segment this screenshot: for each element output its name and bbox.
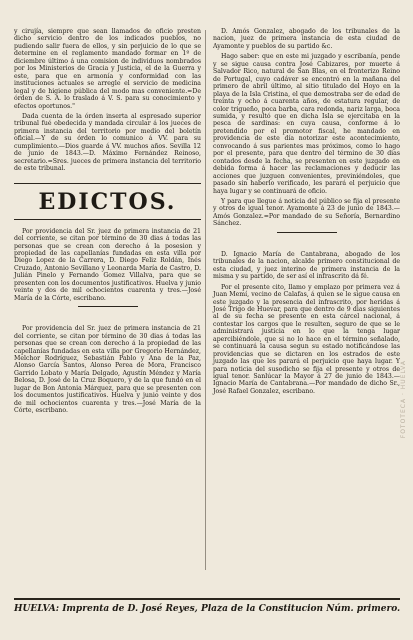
intro-paragraph-2: Dada cuenta de la órden inserta al espresado superior tribunal fué obedecida y mandada circular á los jueces de primera instancia del territorio por medio del boletín oficial.—Y de su órden lo comunico á VV. para su cumplimiento.—Dios guarde á VV. muchos años. Sevilla 12 de junio de 1843.—D. Máximo Fernández Reinoso, secretario.=Sres. jueces de primera instancia del territorio de este tribunal. [14,112,201,173]
footer-rule [14,598,400,600]
imprint-footer: HUELVA: Imprenta de D. José Reyes, Plaza de la Constitucion Núm. primero. [14,604,401,614]
separator-rule [277,232,337,233]
separator-rule [78,306,138,307]
edicto-1: Por providencia del Sr. juez de primera instancia de 21 del corriente, se citan por término de 30 dias á todas las personas que se crean con derecho á la posesion y propiedad de las capellanías fundadas en esta villa por Diego Lopez de la Carrera, D. Diego Feliz Roldán, Inés Cruzado, Antonio Sevillano y Leonarda María de Castro, D. Julián Pinelo y Fernando Gomez Villalva, para que se presenten con los documentos justificativos. Huelva y junio veinte y dos de mil ochocientos cuarenta y tres.—José María de la Córte, escribano. [14,227,201,302]
edicto-4-body: Por el presente cito, llamo y emplazo por primera vez á Juan Memí, vecino de Calafas, á quien se le sigue causa en este juzgado y la presencia del infrascrito, por heridas á José Trigo de Huevar, para que dentro de 9 dias siguientes al de su fecha se presente en esta cárcel nacional, á contestar los cargos que le resulten, seguro de que se le administrará justicia en lo que la tenga lugar apercibiéndole, que si no lo hace en el término señalado, se continuará la causa segun su estado notificándose las providencias que se dictaren en los estrados de este juzgado las que les parará el perjuicio que haya lugar. Y para noticia del susodicho se fija el presente y otros de igual tenor. Sanlúcar la Mayor á 27 de junio de 1843.—Ignacio María de Cantabrana.—Por mandado de dicho Sr., José Rafael Gonzalez, escribano. [213,283,400,395]
section-title: EDICTOS. [38,188,177,215]
edicto-3-close: Y para que llegue á noticia del público se fija el presente y otros de igual tenor. Ayamonte á 23 de junio de 1843.—Amós Gonzalez.=Por mandado de su Señoría, Bernardino Sánchez. [213,197,400,228]
edicto-2: Por providencia del Sr. juez de primera instancia de 21 del corriente, se citan por término de 30 dias á todas las personas que se crean con derecho á la propiedad de las capellanías fundadas en esta villa por Gregorio Hernández, Melchor Rodríguez, Sebastián Pablo y Ana de la Paz, Alonso García Santos, Alonso Perea de Mora, Francisco Garrido Lobato y María Delgado, Agustín Méndez y María Belosa, D. José de la Cruz Boquero, y de la que fundó en el lugar de Bon Antonia Márquez, para que se presenten con los documentos justificativos. Huelva y junio veinte y dos de mil ochocientos cuarenta y tres.—José María de la Córte, escribano. [14,325,201,415]
right-column [213,28,400,398]
edictos-header [14,183,201,220]
left-column [14,28,201,418]
intro-paragraph-1: y cirujía, siempre que sean llamados de oficio presten dicho servicio dentro de los indicados pueblos, no pudiendo salir fuera de ellos, y sin perjuicio de lo que se determine en el reglamento mandado formar en 1º de diciembre último á una comision de individuos nombrados por los Ministerios de Gracia y Justicia, el de la Guerra y este, para que en armonía y conformidad con las instituciones actuales se arregle el servicio de medicina legal y de higiene pública del modo mas conveniente.=De órden de S. A. lo traslado á V. S. para su conocimiento y efectos oportunos." [14,28,201,110]
edicto-4-heading: D. Ignacio María de Cantabrana, abogado de los tribunales de la nacion, alcalde primero constitucional de esta ciudad, y juez interino de primera instancia de la misma y su partido, de ser así el infrascrito dá fé. [213,250,400,281]
archive-watermark: FOTOTECA · HUELVA [400,360,407,439]
edicto-3-body: Hago saber: que en este mi juzgado y escribanía, pende y se sigue causa contra José Cabizares, por muerte á Salvador Rico, natural de San Blas, en el fronterizo Reino de Portugal, cuyo cadáver se encontró en la mañana del primero de abril último, al sitio titulado del Hoyo en la playa de la Isla Cristina, el que demostraba ser de edad de treinta y ocho á cuarenta años, de estatura regular, de color trigueño, poca barba, cara redonda, nariz larga, boca sumida, y resultó que en dicha Isla se ejercitaba en la pesca de sardinas: en cuya causa, conforme á lo pretendido por el promotor fiscal, he mandado en providencia de este día notorizar este acontecimiento, convocando á sus parientes mas próximos, como lo hago por el presente, para que dentro del término de 30 dias contados desde la fecha, se presenten en este juzgado en debida forma á hacer las reclamaciones y deducir las acciones que juzguen convenientes, previniéndoles, que pasado sin haberlo verificado, les parará el perjuicio que haya lugar y se continuará de oficio. [213,53,400,195]
edicto-3-heading: D. Amós Gonzalez, abogado de los tribunales de la nacion, juez de primera instancia de esta ciudad de Ayamonte y pueblos de su partido &c. [213,28,400,50]
column-divider [205,30,206,570]
